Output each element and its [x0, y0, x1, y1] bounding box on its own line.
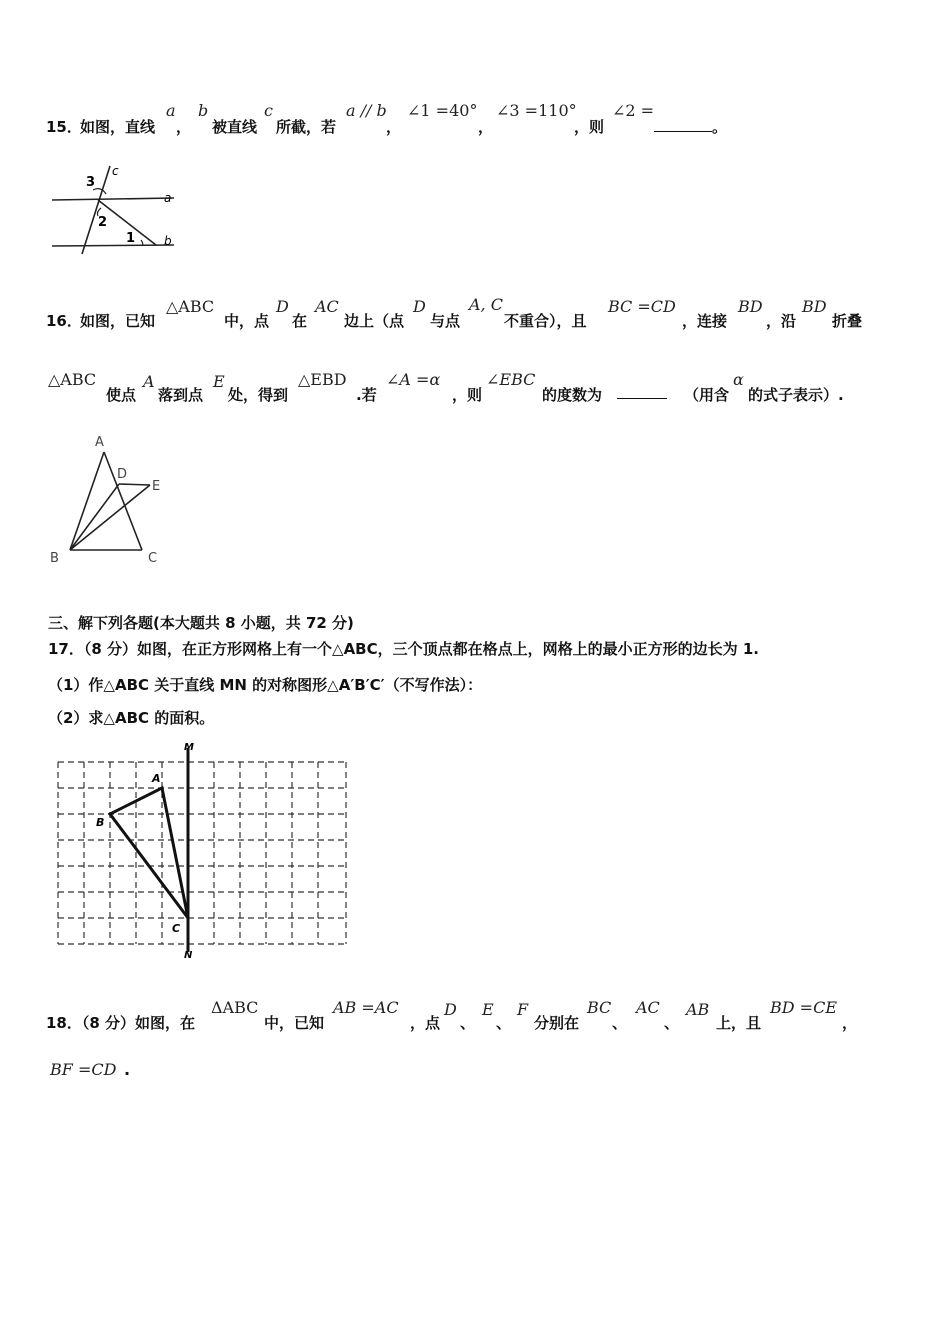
q15-text-4: ，则	[574, 118, 605, 136]
fig16-label-C: C	[148, 551, 158, 566]
q16-text-13: .若	[356, 386, 377, 404]
fig15-label-a: a	[164, 191, 172, 205]
fig17-label-A: A	[152, 772, 161, 785]
section-3-title: 三、解下列各题(本大题共 8 小题，共 72 分)	[48, 614, 354, 632]
q15-answer-blank[interactable]	[654, 117, 712, 132]
q15-ask-angle2: ∠2 =	[612, 101, 655, 120]
q16-text-10: 使点	[106, 386, 137, 404]
q16-text-16: （用含	[684, 386, 730, 404]
q18-number: 18．（8 分）如图，在	[46, 1014, 196, 1032]
q15-var-b: b	[198, 101, 209, 120]
q18-comma: ，	[842, 1014, 858, 1032]
fig17-label-C: C	[172, 922, 181, 935]
q16-number: 16．	[46, 312, 82, 330]
q18-point-D: D	[444, 1000, 457, 1019]
q16-text-17: 的式子表示）.	[748, 386, 844, 404]
q18-text-4: 分别在	[534, 1014, 580, 1032]
fig17-label-N: N	[184, 950, 193, 961]
line-a	[52, 198, 174, 200]
q15-number: 15．	[46, 118, 82, 136]
q17-line-3: （2）求△ABC 的面积。	[48, 709, 215, 727]
q15-text-1: 如图，直线	[80, 118, 156, 136]
fig16-label-D: D	[117, 467, 128, 482]
q16-text-8: ，沿	[766, 312, 797, 330]
q16-text-6: 不重合），且	[504, 312, 587, 330]
q16-angle-A: ∠A =α	[386, 370, 441, 389]
q16-text-12: 处，得到	[228, 386, 289, 404]
q18-point-F: F	[517, 1000, 529, 1019]
fig15-label-c: c	[112, 164, 119, 178]
q15-figure	[46, 160, 186, 260]
q16-text-14: ，则	[452, 386, 483, 404]
q16-text-3: 在	[292, 312, 308, 330]
q16-text-4: 边上（点	[344, 312, 405, 330]
q18-side-BC: BC	[587, 998, 612, 1017]
q15-comma-2: ，	[386, 118, 402, 136]
q16-angle-EBC: ∠EBC	[486, 370, 536, 389]
q18-text-5: 上，且	[716, 1014, 762, 1032]
q16-segment-BD: BD	[738, 297, 763, 316]
fig15-label-3: 3	[86, 175, 96, 190]
fig17-label-B: B	[96, 816, 105, 829]
q18-sep-4: 、	[664, 1014, 680, 1032]
q16-text-11: 落到点	[158, 386, 204, 404]
fig15-label-1: 1	[126, 231, 136, 246]
q16-triangle-EBD: △EBD	[298, 370, 347, 389]
q16-text-9: 折叠	[832, 312, 863, 330]
q18-condition-BF-CD: BF =CD	[50, 1060, 117, 1079]
fig16-label-B: B	[50, 551, 59, 566]
q15-condition-parallel: a // b	[346, 101, 387, 120]
q16-point-E: E	[213, 372, 225, 391]
q16-points-AC: A, C	[469, 295, 503, 314]
q18-text-3: ，点	[410, 1014, 441, 1032]
q16-answer-blank[interactable]	[617, 384, 667, 399]
q18-sep-3: 、	[612, 1014, 628, 1032]
triangle-ABC	[110, 788, 188, 918]
q16-point-A: A	[143, 372, 155, 391]
q15-var-a: a	[166, 101, 176, 120]
q18-end: .	[124, 1060, 131, 1079]
fig15-label-b: b	[164, 234, 172, 248]
q16-triangle-ABC: △ABC	[166, 297, 215, 316]
q16-text-7: ，连接	[682, 312, 728, 330]
q16-alpha: α	[733, 370, 744, 389]
q16-segment-BD-2: BD	[802, 297, 827, 316]
q15-comma-3: ，	[478, 118, 494, 136]
q15-condition-angle1: ∠1 =40°	[407, 101, 478, 120]
q16-text-5: 与点	[430, 312, 461, 330]
q17-line-1: 17．（8 分）如图，在正方形网格上有一个△ABC，三个顶点都在格点上，网格上的最小正方形的边长为 1.	[48, 640, 759, 658]
q18-text-2: 中，已知	[264, 1014, 325, 1032]
q15-end: 。	[712, 118, 728, 136]
fig16-label-A: A	[95, 435, 104, 450]
q16-triangle-ABC-2: △ABC	[48, 370, 97, 389]
q17-line-2: （1）作△ABC 关于直线 MN 的对称图形△A′B′C′（不写作法）：	[48, 676, 483, 694]
q16-point-D: D	[276, 297, 289, 316]
q18-sep-2: 、	[496, 1014, 512, 1032]
fig16-label-E: E	[152, 479, 161, 494]
q18-condition-BD-CE: BD =CE	[770, 998, 837, 1017]
q18-side-AC: AC	[636, 998, 660, 1017]
q18-triangle-ABC: ΔABC	[211, 998, 259, 1017]
q16-point-D-2: D	[413, 297, 426, 316]
q16-text-2: 中，点	[224, 312, 270, 330]
q15-text-2: 被直线	[212, 118, 258, 136]
grid-lines	[58, 762, 346, 944]
q16-text-15: 的度数为	[542, 386, 603, 404]
q16-condition-BC-CD: BC =CD	[608, 297, 676, 316]
q16-side-AC: AC	[315, 297, 339, 316]
q15-text-3: 所截，若	[276, 118, 337, 136]
q18-point-E: E	[482, 1000, 494, 1019]
fig17-label-M: M	[184, 742, 194, 753]
q18-sep-1: 、	[460, 1014, 476, 1032]
q15-var-c: c	[264, 101, 273, 120]
q17-grid-figure	[50, 742, 360, 962]
q18-condition-AB-AC: AB =AC	[333, 998, 399, 1017]
q16-figure	[44, 432, 174, 568]
q18-side-AB: AB	[686, 1000, 710, 1019]
q15-condition-angle3: ∠3 =110°	[496, 101, 577, 120]
q16-text-1: 如图，已知	[80, 312, 156, 330]
fig15-label-2: 2	[98, 215, 108, 230]
q15-comma-1: ，	[176, 118, 192, 136]
